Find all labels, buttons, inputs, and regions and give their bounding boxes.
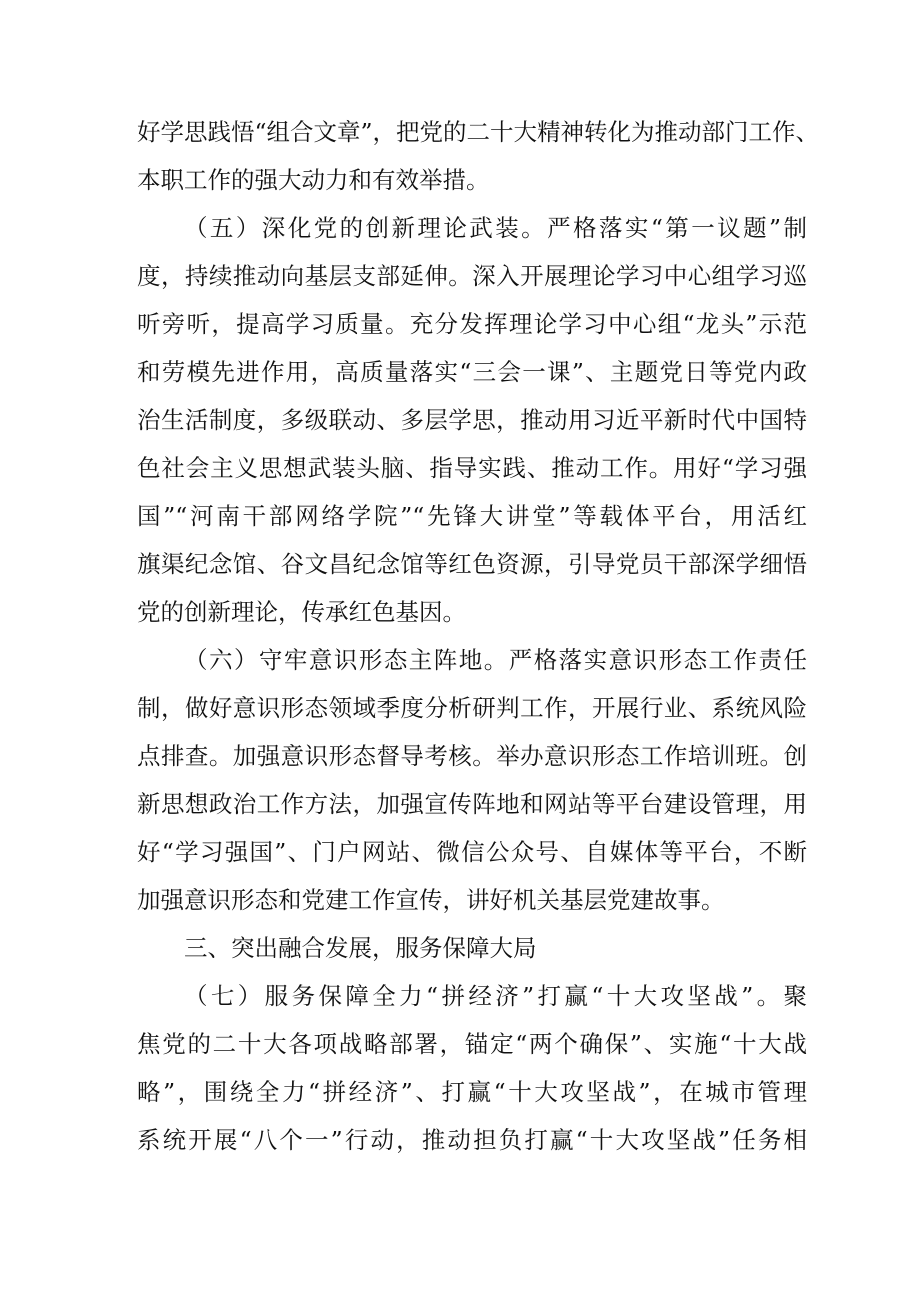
paragraph-line: 点排查。加强意识形态督导考核。举办意识形态工作培训班。创 [137, 742, 807, 770]
paragraph-line: 好学思践悟“组合文章”，把党的二十大精神转化为推动部门工作、 [137, 118, 820, 146]
chapter-heading: 三、突出融合发展，服务保障大局 [184, 934, 537, 962]
paragraph-line: 度，持续推动向基层支部延伸。深入开展理论学习中心组学习巡 [137, 262, 807, 290]
paragraph-line: 国”“河南干部网络学院”“先锋大讲堂”等载体平台，用活红 [137, 502, 807, 530]
paragraph-line: 新思想政治工作方法，加强宣传阵地和网站等平台建设管理，用 [137, 790, 807, 818]
paragraph-line: 好“学习强国”、门户网站、微信公众号、自媒体等平台，不断 [137, 838, 807, 866]
paragraph-line: 党的创新理论，传承红色基因。 [137, 598, 466, 626]
paragraph-line: 旗渠纪念馆、谷文昌纪念馆等红色资源，引导党员干部深学细悟 [137, 550, 807, 578]
paragraph-line: 听旁听，提高学习质量。充分发挥理论学习中心组“龙头”示范 [137, 310, 807, 338]
paragraph-line: 焦党的二十大各项战略部署，锚定“两个确保”、实施“十大战 [137, 1030, 807, 1058]
paragraph-line: 加强意识形态和党建工作宣传，讲好机关基层党建故事。 [137, 886, 725, 914]
section-heading-line: （七）服务保障全力“拼经济”打赢“十大攻坚战”。聚 [184, 982, 807, 1010]
paragraph-line: 色社会主义思想武装头脑、指导实践、推动工作。用好“学习强 [137, 454, 807, 482]
paragraph-line: 略”，围绕全力“拼经济”、打赢“十大攻坚战”，在城市管理 [137, 1078, 807, 1106]
section-heading-line: （六）守牢意识形态主阵地。严格落实意识形态工作责任 [184, 646, 807, 674]
paragraph-line: 和劳模先进作用，高质量落实“三会一课”、主题党日等党内政 [137, 358, 807, 386]
paragraph-line: 本职工作的强大动力和有效举措。 [137, 166, 490, 194]
section-heading-line: （五）深化党的创新理论武装。严格落实“第一议题”制 [184, 214, 807, 242]
paragraph-line: 系统开展“八个一”行动，推动担负打赢“十大攻坚战”任务相 [137, 1126, 807, 1154]
paragraph-line: 治生活制度，多级联动、多层学思，推动用习近平新时代中国特 [137, 406, 807, 434]
paragraph-line: 制，做好意识形态领域季度分析研判工作，开展行业、系统风险 [137, 694, 807, 722]
